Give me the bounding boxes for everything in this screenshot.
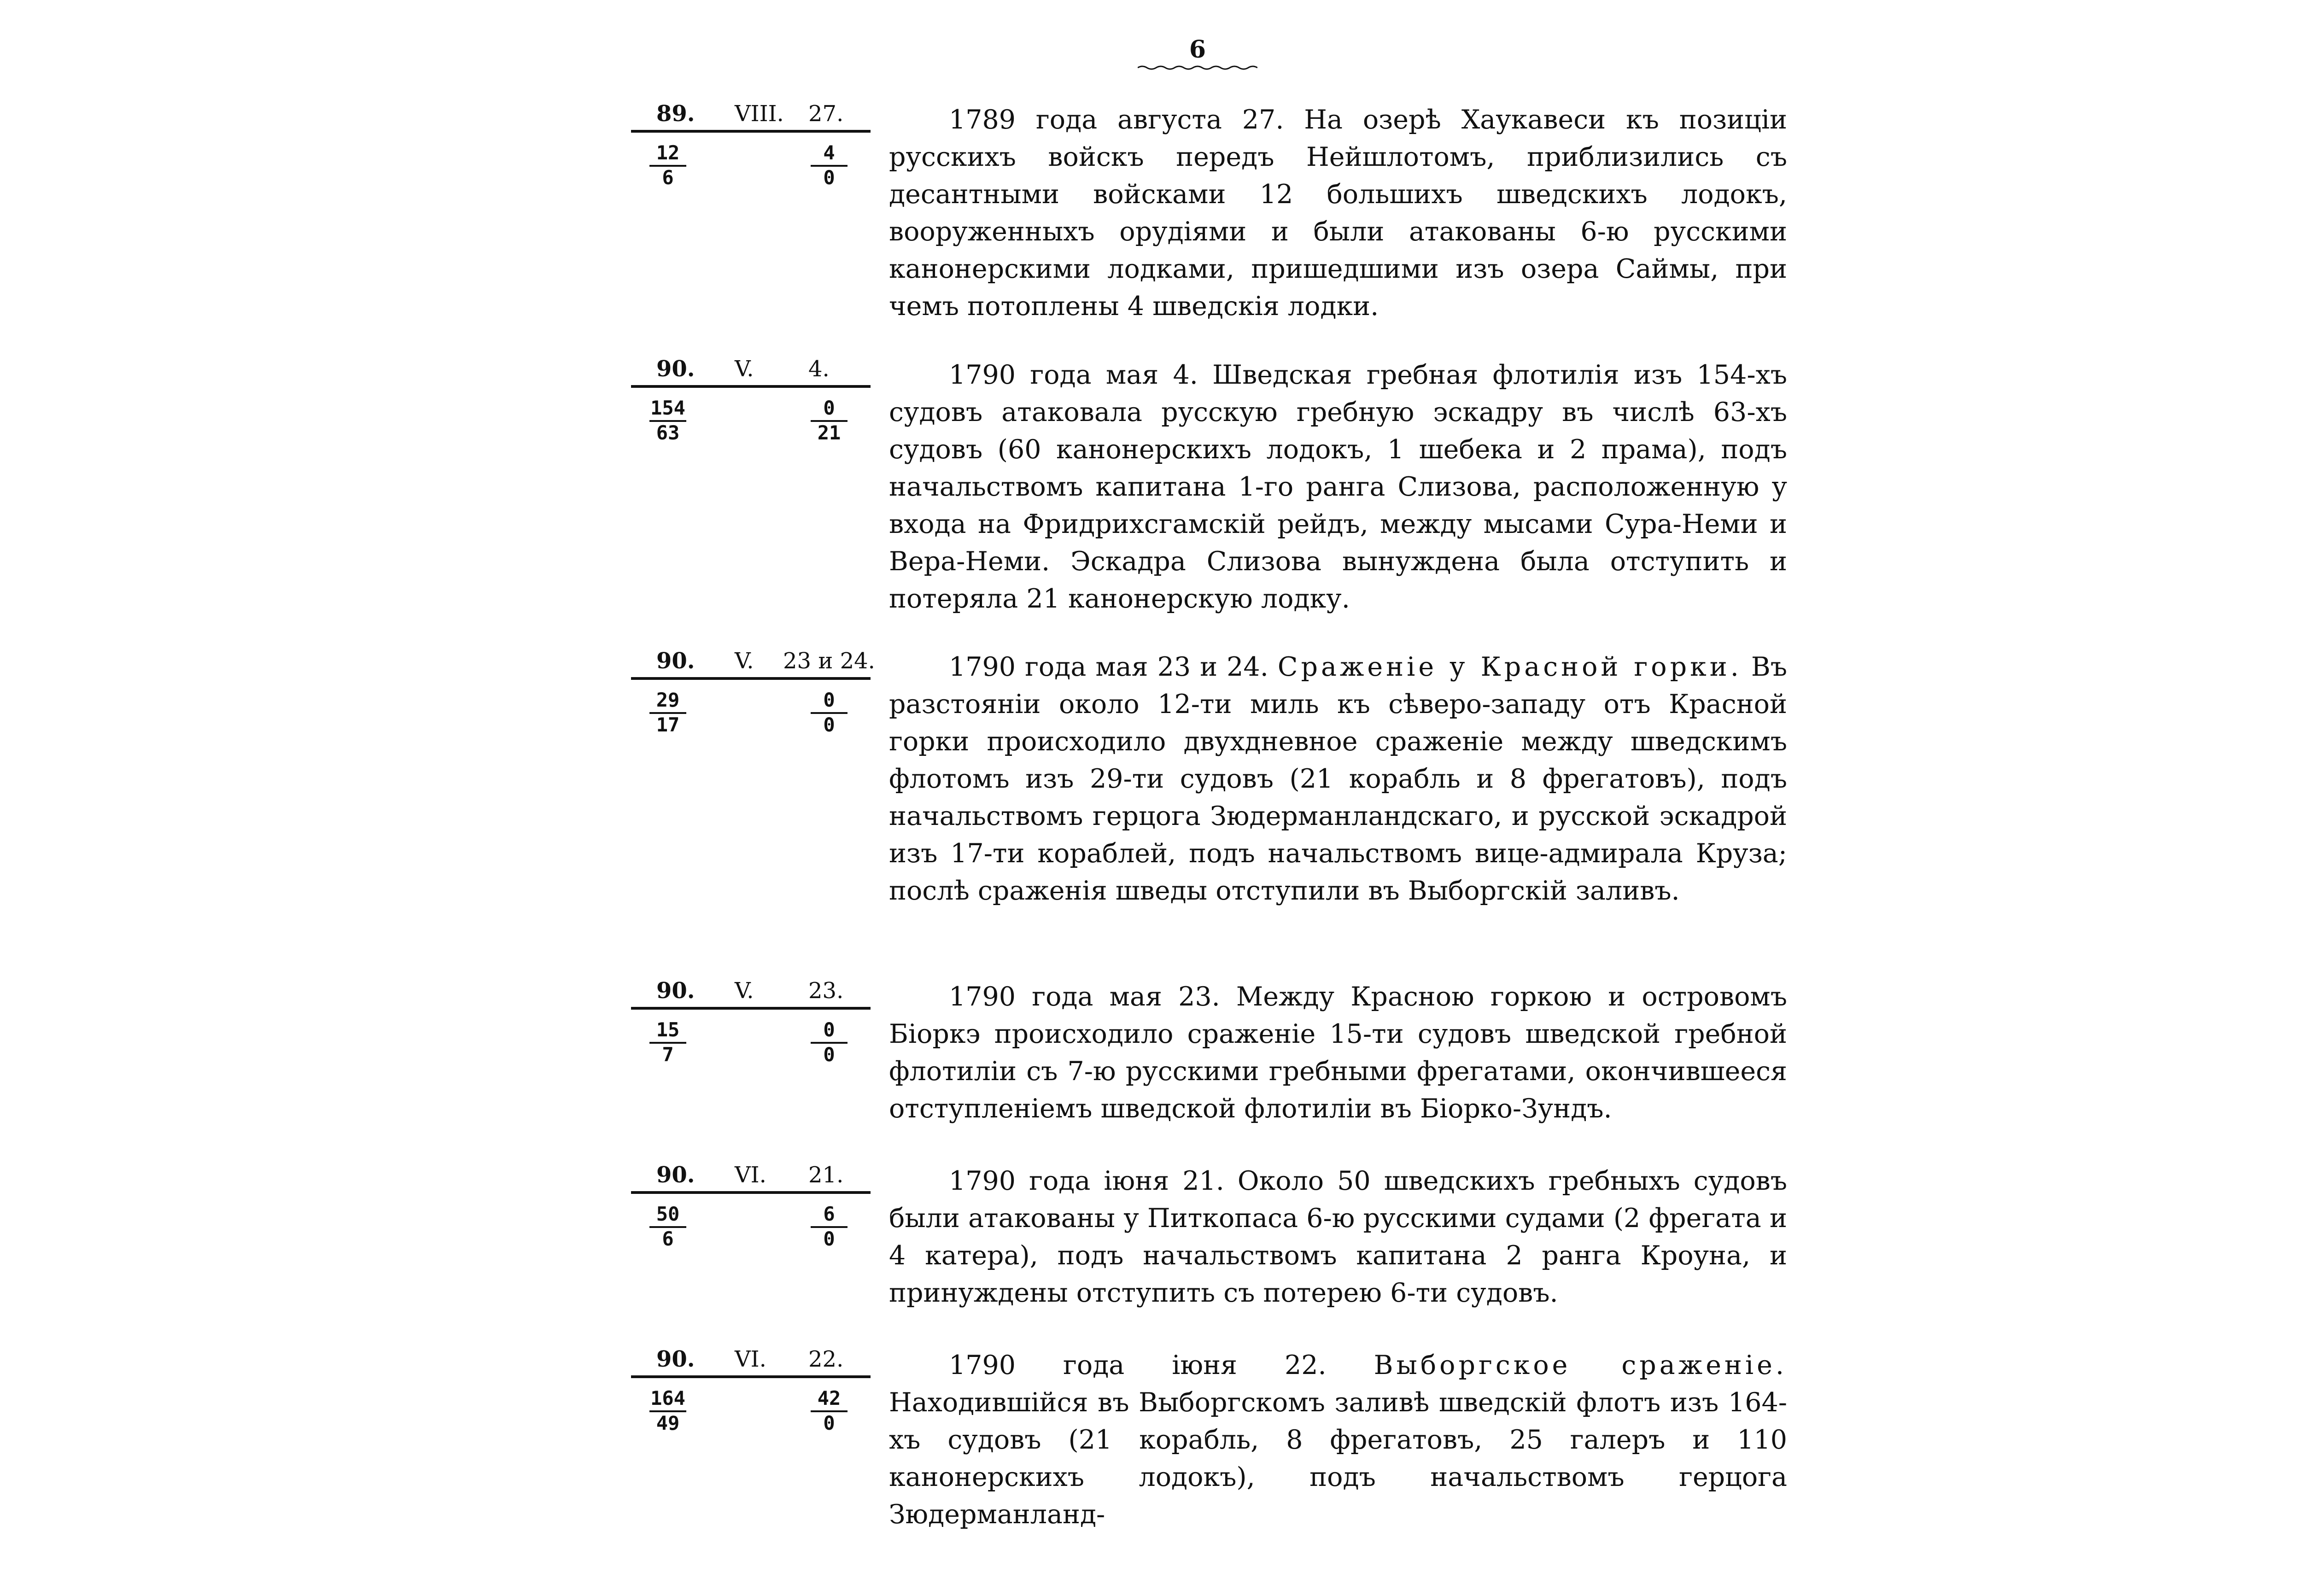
entry-date-ref (631, 1343, 871, 1378)
entry-month: V. (735, 978, 754, 1004)
entry-text: 1790 года мая 23 и 24. Сраженіе у Красной горки. Въ разстояніи около 12-ти миль къ сѣверо-западу отъ Красной горки происходило двухдневное сраженіе между шведскимъ флотомъ изъ 29-ти судовъ (21 корабль и 8 фрегатовъ), подъ начальствомъ герцога Зюдерманландскаго, и русской эскадрой изъ 17-ти кораблей, подъ начальствомъ вице-адмирала Круза; послѣ сраженія шведы отступили въ Выборгскій заливъ. (889, 652, 1787, 906)
entry-month: VI. (735, 1162, 766, 1188)
entry-day: 21. (808, 1162, 844, 1188)
russian-losses-fraction: $\frac{6}{0}$ (811, 1203, 848, 1250)
entry-day: 4. (808, 356, 830, 382)
swedish-vessels-fraction: $\frac{12}{6}$ (649, 142, 686, 189)
russian-losses-fraction: $\frac{42}{0}$ (811, 1387, 848, 1434)
entry-day: 23 и 24. (783, 648, 875, 674)
entry-text: 1790 года мая 4. Шведская гребная флотилія изъ 154-хъ судовъ атаковала русскую гребную эскадру въ числѣ 63-хъ судовъ (60 канонерскихъ лодокъ, 1 шебека и 2 прама), подъ начальствомъ капитана 1-го ранга Слизова, расположенную у входа на Фридрихсгамскій рейдъ, между мысами Сура-Неми и Вера-Неми. Эскадра Слизова вынуждена была отступить и потеряла 21 канонерскую лодку. (889, 360, 1787, 614)
entry-month: V. (735, 356, 754, 382)
entry-year: 90. (656, 1162, 695, 1188)
entry-month: VIII. (735, 101, 784, 127)
russian-losses-fraction: $\frac{0}{0}$ (811, 1019, 848, 1066)
battle-title: Сраженіе у Красной горки. (1277, 652, 1742, 682)
entry-text: 1790 года іюня 21. Около 50 шведскихъ гребныхъ судовъ были атакованы у Питкопаса 6-ю русскими судами (2 фрегата и 4 катера), подъ начальствомъ капитана 2 ранга Кроуна, и принуждены отступить съ потерею 6-ти судовъ. (889, 1166, 1787, 1308)
entry-year: 90. (656, 1346, 695, 1372)
entry-date-ref (631, 1159, 871, 1194)
entry-year: 90. (656, 356, 695, 382)
page-number: 6 (1128, 36, 1267, 71)
entry-day: 23. (808, 978, 844, 1004)
russian-losses-fraction: $\frac{0}{21}$ (811, 397, 848, 444)
battle-title: Выборгское сраженіе. (1374, 1350, 1787, 1380)
entry-year: 90. (656, 648, 695, 674)
swedish-vessels-fraction: $\frac{15}{7}$ (649, 1019, 686, 1066)
page-number-ornament (1138, 64, 1257, 71)
swedish-vessels-fraction: $\frac{50}{6}$ (649, 1203, 686, 1250)
entry-date-ref (631, 98, 871, 133)
entry-year: 89. (656, 101, 695, 127)
swedish-vessels-fraction: $\frac{29}{17}$ (649, 689, 686, 736)
swedish-vessels-fraction: $\frac{154}{63}$ (649, 397, 686, 444)
entry-text: 1789 года августа 27. На озерѣ Хаукавеси къ позиціи русскихъ войскъ передъ Нейшлотомъ, приблизились съ десантными войсками 12 большихъ шведскихъ лодокъ, вооруженныхъ орудіями и были атакованы 6-ю русскими канонерскими лодками, пришедшими изъ озера Саймы, при чемъ потоплены 4 шведскія лодки. (889, 105, 1787, 322)
russian-losses-fraction: $\frac{0}{0}$ (811, 689, 848, 736)
entry-text: 1790 года мая 23. Между Красною горкою и островомъ Біоркэ происходило сраженіе 15-ти судовъ шведской гребной флотиліи съ 7-ю русскими гребными фрегатами, окончившееся отступленіемъ шведской флотиліи въ Біорко-Зундъ. (889, 982, 1787, 1124)
entry-month: VI. (735, 1346, 766, 1372)
entry-month: V. (735, 648, 754, 674)
entry-day: 22. (808, 1346, 844, 1372)
entry-text: 1790 года іюня 22. Выборгское сраженіе. Находившійся въ Выборгскомъ заливѣ шведскій флотъ изъ 164-хъ судовъ (21 корабль, 8 фрегатовъ, 25 галеръ и 110 канонерскихъ лодокъ), подъ начальствомъ герцога Зюдерманланд- (889, 1350, 1787, 1530)
entry-date-ref (631, 975, 871, 1010)
entry-date-ref (631, 645, 875, 680)
swedish-vessels-fraction: $\frac{164}{49}$ (649, 1387, 686, 1434)
russian-losses-fraction: $\frac{4}{0}$ (811, 142, 848, 189)
entry-year: 90. (656, 978, 695, 1004)
entry-day: 27. (808, 101, 844, 127)
entry-date-ref (631, 353, 871, 388)
